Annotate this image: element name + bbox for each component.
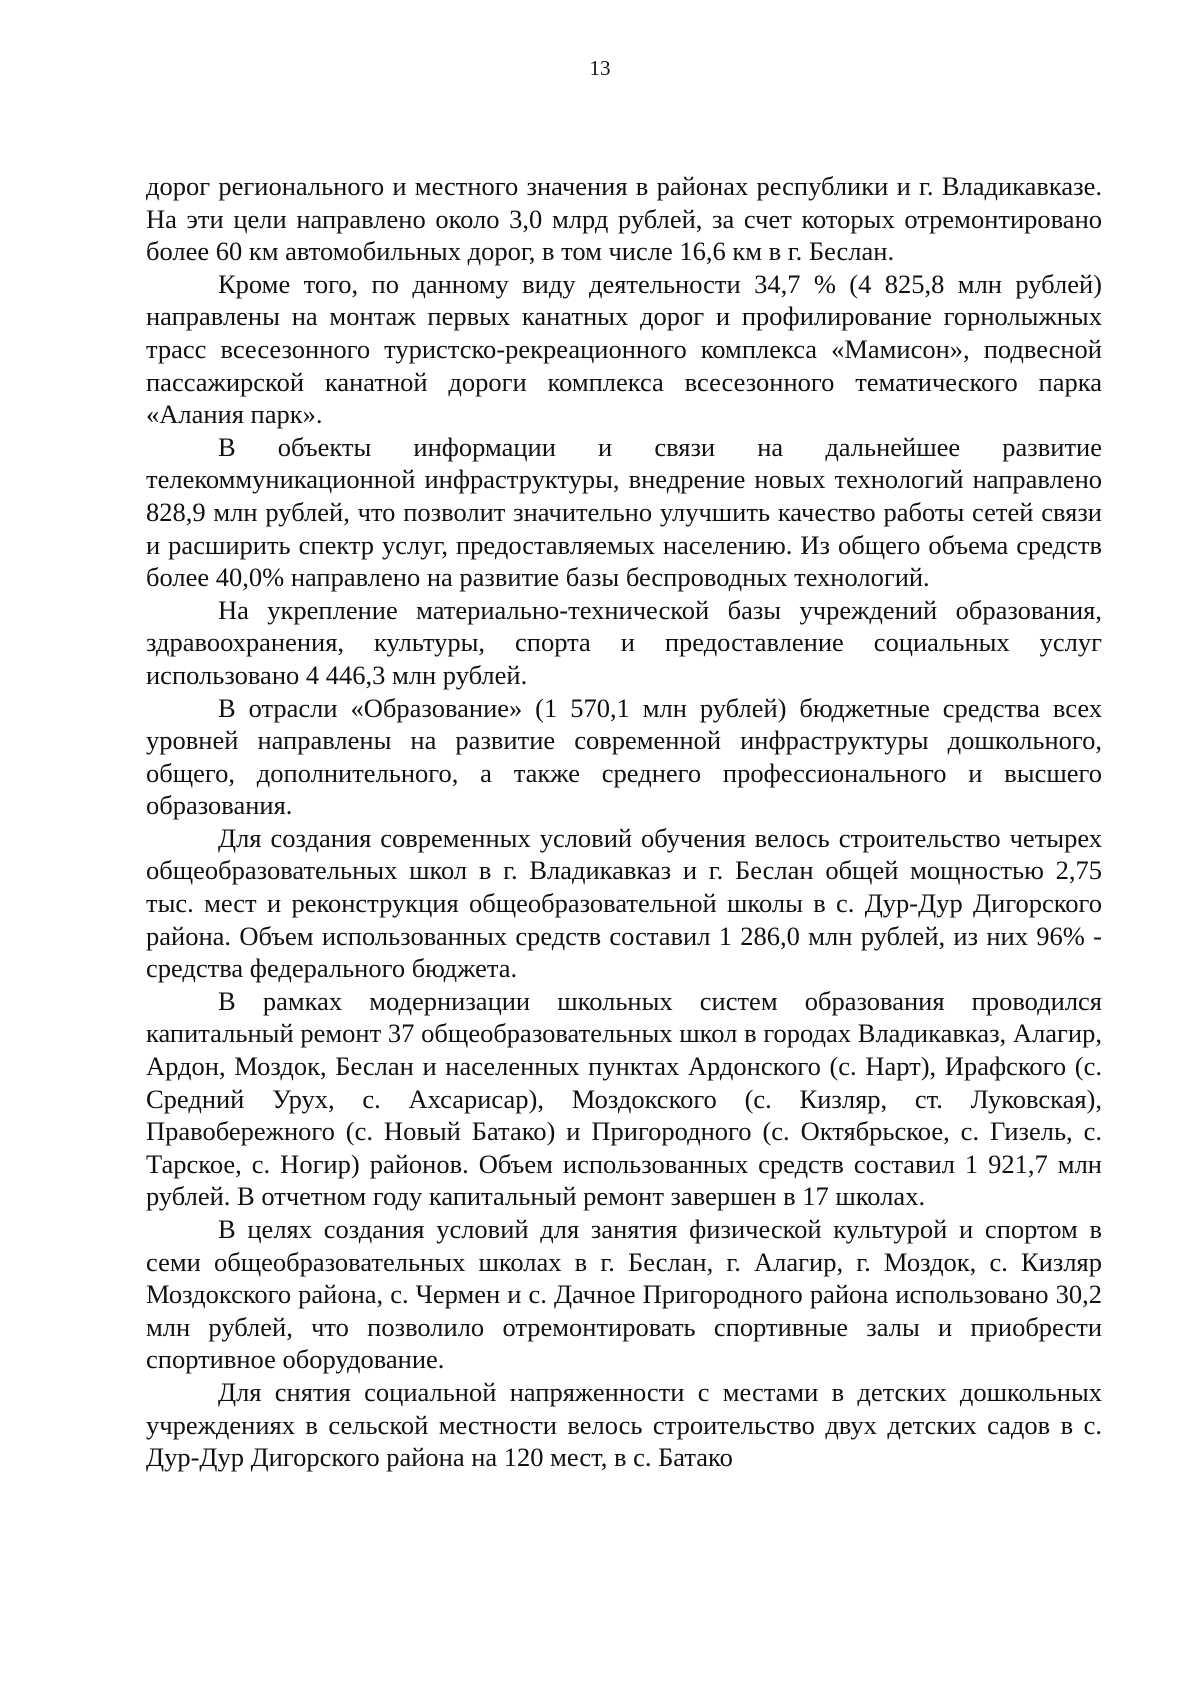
- paragraph-sports: В целях создания условий для занятия физической культурой и спортом в семи общеобразовательных школах в г. Беслан, г. Алагир, г. Моздок, с. Кизляр Моздокского района, с. Чермен и с. Дачное Пригородного района использовано 30,2 млн рублей, что позволило отремонтировать спортивные залы и приобрести спортивное оборудование.: [146, 1214, 1102, 1375]
- paragraph-cable-roads: Кроме того, по данному виду деятельности 34,7 % (4 825,8 млн рублей) направлены на монтаж первых канатных дорог и профилирование горнолыжных трасс всесезонного туристско-рекреационного комплекса «Мамисон», подвесной пассажирской канатной дороги комплекса всесезонного тематического парка «Алания парк».: [146, 268, 1102, 430]
- paragraph-roads-continuation: дорог регионального и местного значения в районах республики и г. Владикавказе. На эти цели направлено около 3,0 млрд рублей, за счет которых отремонтировано более 60 км автомобильных дорог, в том числе 16,6 км в г. Беслан.: [146, 171, 1102, 267]
- paragraph-school-repair: В рамках модернизации школьных систем образования проводился капитальный ремонт 37 общеобразовательных школ в городах Владикавказ, Алагир, Ардон, Моздок, Беслан и населенных пунктах Ардонского (с. Нарт), Ирафского (с. Средний Урух, с. Ахсарисар), Моздокского (с. Кизляр, ст. Луковская), Правобережного (с. Новый Батако) и Пригородного (с. Октябрьское, с. Гизель, с. Тарское, с. Ногир) районов. Объем использованных средств составил 1 921,7 млн рублей. В отчетном году капитальный ремонт завершен в 17 школах.: [146, 985, 1102, 1212]
- paragraph-school-construction: Для создания современных условий обучения велось строительство четырех общеобразовательных школ в г. Владикавказ и г. Беслан общей мощностью 2,75 тыс. мест и реконструкция общеобразовательной школы в с. Дур-Дур Дигорского района. Объем использованных средств составил 1 286,0 млн рублей, из них 96% - средства федерального бюджета.: [146, 822, 1102, 984]
- paragraph-telecom: В объекты информации и связи на дальнейшее развитие телекоммуникационной инфраструктуры, внедрение новых технологий направлено 828,9 млн рублей, что позволит значительно улучшить качество работы сетей связи и расширить спектр услуг, предоставляемых населению. Из общего объема средств более 40,0% направлено на развитие базы беспроводных технологий.: [146, 431, 1102, 593]
- document-body: [146, 170, 1102, 1474]
- paragraph-social-infrastructure: На укрепление материально-технической базы учреждений образования, здравоохранения, культуры, спорта и предоставление социальных услуг использовано 4 446,3 млн рублей.: [146, 594, 1102, 690]
- paragraph-kindergartens: Для снятия социальной напряженности с местами в детских дошкольных учреждениях в сельской местности велось строительство двух детских садов в с. Дур-Дур Дигорского района на 120 мест, в с. Батако: [146, 1376, 1102, 1473]
- page-number: 13: [589, 56, 611, 80]
- paragraph-education: В отрасли «Образование» (1 570,1 млн рублей) бюджетные средства всех уровней направлены на развитие современной инфраструктуры дошкольного, общего, дополнительного, а также среднего профессионального и высшего образования.: [146, 692, 1102, 821]
